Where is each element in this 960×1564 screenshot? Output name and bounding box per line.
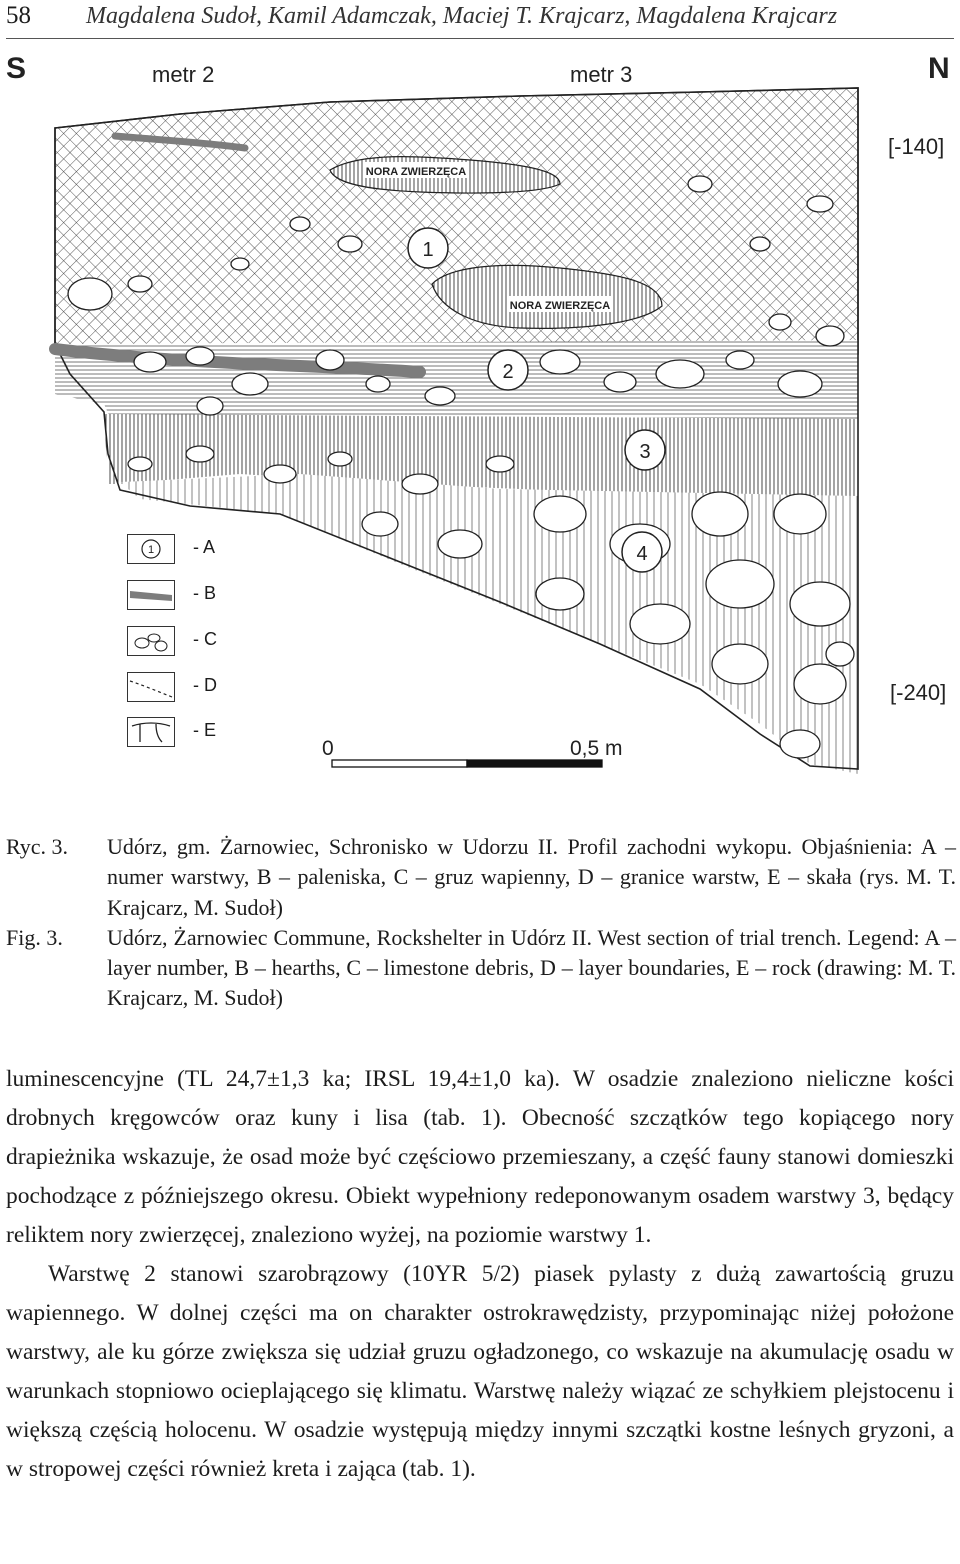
- depth-label-bottom: [-240]: [890, 680, 947, 705]
- scale-bar: [332, 760, 602, 767]
- legend-item-hearth: [127, 580, 297, 612]
- legend-debris-icon: [127, 626, 175, 656]
- legend-item-rock: [127, 717, 297, 749]
- legend-item-layer-number: [127, 534, 297, 566]
- page-header: [6, 2, 946, 30]
- body-paragraph-1: luminescencyjne (TL 24,7±1,3 ka; IRSL 19,4±1,0 ka). W osadzie znaleziono nieliczne kości drobnych kręgowców oraz kuny i lisa (tab. 1). Obecność szczątków tego kopiącego nory drapieżnika wskazuje, że osad może być częściowo przemieszany, a część fauny stanowi domieszki pochodzące z późniejszego okresu. Obiekt wypełniony redeponowanym osadem warstwy 3, będący reliktem nory zwierzęcej, znaleziono wyżej, na poziomie warstwy 1.: [6, 1066, 954, 1248]
- burrow-label-lower: NORA ZWIERZĘCA: [509, 300, 611, 312]
- caption-label-en: Fig. 3.: [6, 924, 63, 950]
- burrow-label-upper: NORA ZWIERZĘCA: [365, 166, 467, 178]
- layer-number-4: 4: [636, 543, 648, 565]
- section-drawing-figure: [0, 44, 960, 804]
- legend-text-e: - E: [193, 720, 217, 740]
- caption-text-pl: Udórz, gm. Żarnowiec, Schronisko w Udorzu II. Profil zachodni wykopu. Objaśnienia: A – numer warstwy, B – paleniska, C – gruz wapienny, D – granice warstw, E – skała (rys. M. T. Krajcarz, M. Sudoł): [107, 834, 956, 920]
- running-head: Magdalena Sudoł, Kamil Adamczak, Maciej T. Krajcarz, Magdalena Krajcarz: [86, 3, 838, 29]
- scale-start-label: 0: [322, 737, 334, 760]
- layer-number-2: 2: [502, 361, 514, 383]
- body-paragraph-2: Warstwę 2 stanowi szarobrązowy (10YR 5/2) piasek pylasty z dużą zawartością gruzu wapiennego. W dolnej części ma on charakter ostrokrawędzisty, przypominając niżej położone warstwy, ale ku górze zwiększa się udział gruzu ogładzonego, co wskazuje na akumulację osadu w warunkach stopniowo ocieplającego się klimatu. Warstwę należy wiązać ze schyłkiem plejstocenu i większą częścią holocenu. W osadzie występują między innymi szczątki kostne leśnych gryzoni, a w stropowej części również kreta i zająca (tab. 1).: [6, 1261, 954, 1482]
- meter-label-2: metr 2: [152, 62, 215, 87]
- layer-1-area: [55, 88, 858, 354]
- figure-caption: [6, 832, 956, 1014]
- page-number: 58: [6, 2, 31, 29]
- legend-item-debris: [127, 626, 297, 658]
- legend-text-a: - A: [193, 537, 216, 557]
- layer-number-1: 1: [422, 239, 434, 261]
- legend-symbol-layer-number-icon: [127, 534, 175, 564]
- depth-label-top: [-140]: [888, 134, 945, 159]
- header-rule: [6, 38, 954, 39]
- legend-rock-icon: [127, 717, 175, 747]
- caption-label-pl: Ryc. 3.: [6, 834, 69, 859]
- legend-text-d: - D: [193, 675, 217, 695]
- legend-text-b: - B: [193, 583, 217, 603]
- caption-polish: [6, 832, 956, 923]
- legend-item-boundary: [127, 672, 297, 704]
- layer-number-3: 3: [639, 441, 651, 463]
- legend-hearth-icon: [127, 580, 175, 610]
- scale-end-label: 0,5 m: [570, 737, 623, 760]
- caption-text-en: Udórz, Żarnowiec Commune, Rockshelter in Udórz II. West section of trial trench. Legend: A – layer number, B – hearths, C – limestone debris, D – layer boundaries, E – rock (drawing: M. T. Krajcarz, M. Sudoł): [107, 924, 956, 1011]
- legend-boundary-icon: [127, 672, 175, 702]
- compass-south: S: [6, 52, 27, 85]
- compass-north: N: [928, 52, 950, 85]
- caption-english: [6, 923, 956, 1014]
- legend-symbol-number: 1: [147, 544, 155, 556]
- meter-label-3: metr 3: [570, 62, 633, 87]
- legend-text-c: - C: [193, 629, 217, 649]
- body-text: [6, 1060, 954, 1489]
